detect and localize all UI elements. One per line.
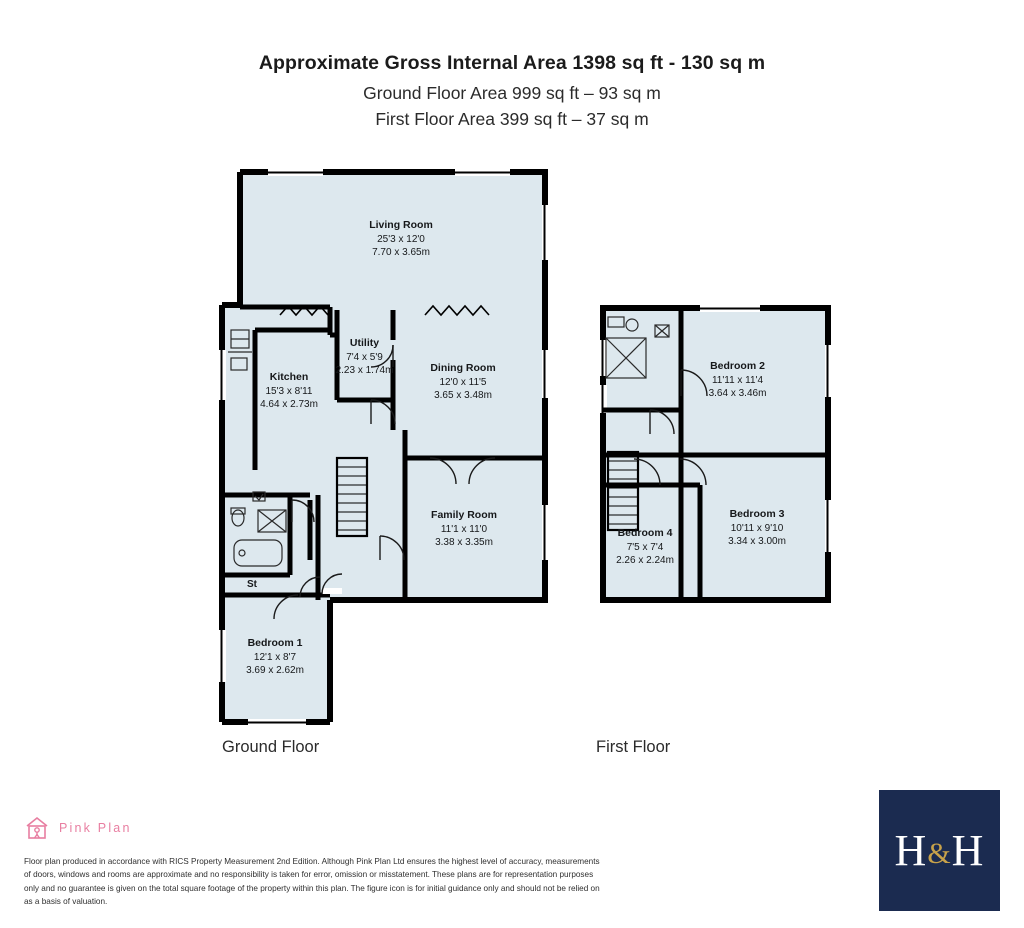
ground-floor-label: Ground Floor bbox=[222, 738, 320, 756]
room-dim-ft: 10'11 x 9'10 bbox=[730, 522, 784, 534]
disclaimer-text: Floor plan produced in accordance with RICS Property Measurement 2nd Edition. Although Pink Plan Ltd ensures the highest level of accuracy, measurements of doors, windows and rooms are approximate and no responsibility is taken for error, omission or misstatement. These plans are for representation purposes only and no guarantee is given on the total square footage of the property within this plan. The figure icon is for initial guidance only and should not be relied on as a basis of valuation. bbox=[24, 857, 600, 906]
hh-logo-text bbox=[894, 825, 985, 875]
room-dim-ft: 25'3 x 12'0 bbox=[377, 233, 425, 245]
room-name: Bedroom 1 bbox=[247, 637, 303, 649]
room-dim-ft: 15'3 x 8'11 bbox=[265, 385, 313, 397]
hh-logo bbox=[879, 790, 1000, 911]
room-dim-ft: 11'11 x 11'4 bbox=[711, 374, 764, 386]
room-bedroom-1 bbox=[219, 637, 331, 677]
room-bedroom-4 bbox=[595, 527, 695, 567]
pink-plan-branding bbox=[24, 815, 132, 841]
room-name: Kitchen bbox=[269, 371, 309, 383]
room-name: Family Room bbox=[431, 509, 497, 521]
room-dining-room bbox=[408, 362, 518, 402]
room-name: Utility bbox=[349, 337, 380, 349]
room-dim-m: 3.69 x 2.62m bbox=[246, 665, 304, 677]
room-name: Bedroom 2 bbox=[710, 360, 765, 372]
hh-ampersand: & bbox=[927, 836, 952, 870]
first-floor-area: First Floor Area 399 sq ft – 37 sq m bbox=[375, 109, 649, 129]
room-dim-ft: 7'4 x 5'9 bbox=[346, 351, 383, 363]
room-dim-m: 2.26 x 2.24m bbox=[616, 555, 674, 567]
room-dim-ft: 11'1 x 11'0 bbox=[440, 523, 488, 535]
page-title: Approximate Gross Internal Area 1398 sq ft - 130 sq m bbox=[258, 52, 766, 74]
room-dim-m: 3.65 x 3.48m bbox=[434, 390, 492, 402]
ground-floor-area: Ground Floor Area 999 sq ft – 93 sq m bbox=[363, 83, 661, 103]
room-name: Dining Room bbox=[430, 362, 496, 374]
house-icon bbox=[24, 815, 50, 841]
room-living-room bbox=[337, 219, 465, 259]
room-dim-ft: 12'1 x 8'7 bbox=[253, 651, 297, 663]
hh-right: H bbox=[951, 825, 985, 875]
room-dim-m: 3.38 x 3.35m bbox=[435, 537, 493, 549]
room-kitchen bbox=[233, 371, 345, 411]
room-bedroom-2 bbox=[680, 360, 795, 400]
room-bedroom-3 bbox=[702, 508, 812, 548]
room-dim-m: 2.23 x 1.74m bbox=[335, 365, 394, 377]
hh-left: H bbox=[894, 825, 928, 875]
room-dim-m: 3.64 x 3.46m bbox=[708, 388, 767, 400]
room-dim-m: 4.64 x 2.73m bbox=[260, 399, 318, 411]
room-name: Bedroom 3 bbox=[729, 508, 785, 520]
room-dim-ft: 12'0 x 11'5 bbox=[439, 376, 487, 388]
room-name: Bedroom 4 bbox=[617, 527, 673, 539]
store-label: St bbox=[247, 579, 257, 590]
room-dim-m: 3.34 x 3.00m bbox=[728, 536, 786, 548]
pink-plan-label: Pink Plan bbox=[59, 821, 132, 835]
room-dim-ft: 7'5 x 7'4 bbox=[626, 541, 664, 553]
room-name: Living Room bbox=[369, 219, 433, 231]
room-family-room bbox=[409, 509, 519, 549]
first-floor-label: First Floor bbox=[596, 738, 671, 756]
room-dim-m: 7.70 x 3.65m bbox=[372, 247, 430, 259]
